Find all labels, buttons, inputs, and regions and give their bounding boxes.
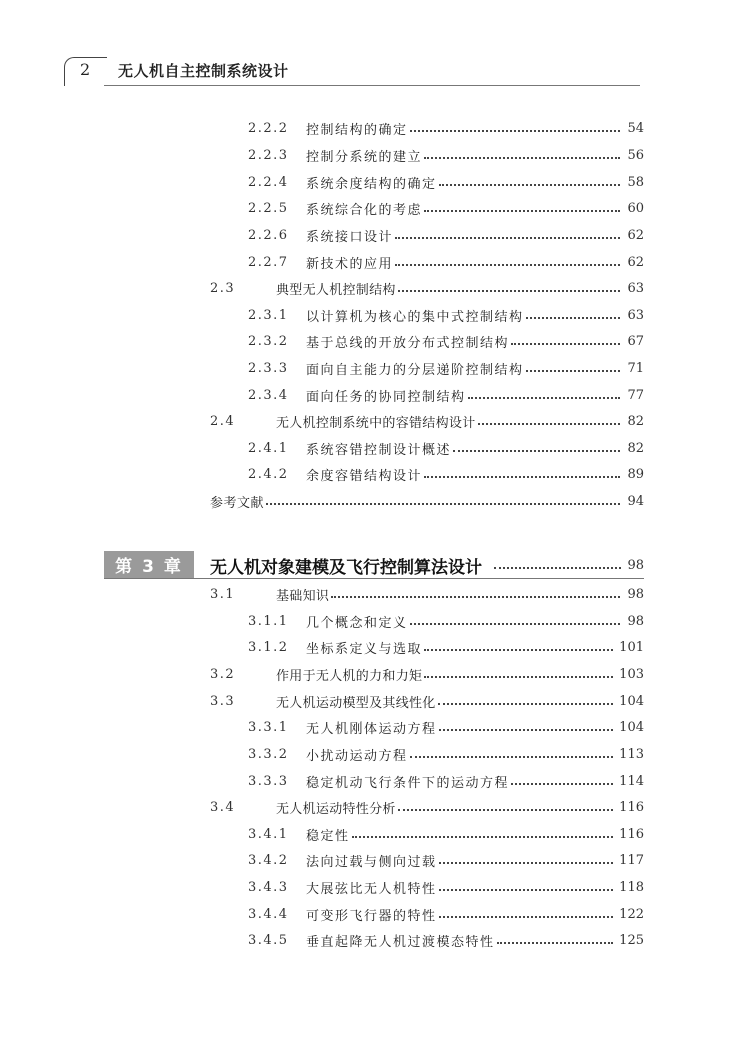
toc-section-entry[interactable]: [210, 276, 644, 300]
toc-entry-title: 控制结构的确定: [306, 122, 408, 138]
toc-entry-title: 小扰动运动方程: [306, 748, 408, 764]
toc-entry-number: 2.3.1: [248, 307, 289, 323]
toc-entry[interactable]: [248, 436, 644, 460]
toc-entry-number: 3.1: [210, 586, 236, 602]
toc-entry-title: 面向任务的协同控制结构: [306, 389, 466, 405]
toc-entry[interactable]: [248, 822, 644, 846]
toc-entry-title: 垂直起降无人机过渡模态特性: [306, 934, 495, 950]
toc-entry-number: 2.2.3: [248, 147, 289, 163]
toc-entry[interactable]: [248, 303, 644, 327]
toc-entry-page: 101: [619, 639, 644, 655]
toc-entry-title: 参考文献: [210, 495, 265, 511]
toc-entry-page: 114: [619, 773, 644, 789]
toc-entry-page: 98: [627, 586, 644, 602]
toc-entry-number: 3.3.2: [248, 746, 289, 762]
toc-entry-page: 62: [627, 254, 644, 270]
toc-entry-number: 2.2.7: [248, 254, 289, 270]
dot-leader: [439, 729, 614, 731]
toc-entry-title: 系统接口设计: [306, 229, 394, 245]
toc-entry-number: 2.2.6: [248, 227, 289, 243]
toc-entry-number: 3.3.3: [248, 773, 289, 789]
toc-entry-number: 3.4.4: [248, 906, 289, 922]
toc-entry[interactable]: [248, 715, 644, 739]
toc-entry-title: 基于总线的开放分布式控制结构: [306, 335, 510, 351]
toc-entry-number: 3.4.3: [248, 879, 289, 895]
toc-entry[interactable]: [248, 116, 644, 140]
dot-leader: [497, 942, 614, 944]
toc-entry-page: 89: [627, 466, 644, 482]
toc-entry[interactable]: [248, 383, 644, 407]
toc-entry-title: 无人机刚体运动方程: [306, 721, 437, 737]
chapter-badge: 第 3 章: [104, 551, 194, 578]
toc-entry-page: 58: [627, 174, 644, 190]
toc-entry-page: 94: [627, 493, 644, 509]
dot-leader: [439, 889, 614, 891]
dot-leader: [511, 343, 620, 345]
toc-entry-title: 可变形飞行器的特性: [306, 908, 437, 924]
toc-entry-page: 71: [627, 360, 644, 376]
toc-entry-number: 2.2.2: [248, 120, 289, 136]
toc-entry-number: 3.1.2: [248, 639, 289, 655]
toc-entry[interactable]: [248, 875, 644, 899]
toc-entry-title: 无人机控制系统中的容错结构设计: [276, 415, 476, 431]
toc-entry-page: 82: [627, 440, 644, 456]
toc-entry-number: 3.4.5: [248, 932, 289, 948]
toc-entry-title: 无人机运动特性分析: [276, 801, 396, 817]
toc-entry-title: 稳定机动飞行条件下的运动方程: [306, 775, 510, 791]
toc-entry-page: 117: [619, 852, 644, 868]
toc-entry[interactable]: [248, 170, 644, 194]
dot-leader: [395, 264, 620, 266]
toc-entry-page: 98: [627, 613, 644, 629]
toc-entry-page: 56: [627, 147, 644, 163]
toc-entry-page: 113: [619, 746, 644, 762]
toc-entry-number: 3.4.2: [248, 852, 289, 868]
toc-entry[interactable]: [248, 196, 644, 220]
toc-entry-title: 控制分系统的建立: [306, 149, 423, 165]
toc-entry-page: 116: [619, 799, 644, 815]
toc-entry-title: 基础知识: [276, 588, 330, 604]
dot-leader: [410, 623, 620, 625]
dot-leader: [410, 130, 620, 132]
toc-section-entry[interactable]: [210, 582, 644, 606]
chapter-heading-entry[interactable]: [210, 551, 644, 579]
toc-entry-page: 82: [627, 413, 644, 429]
dot-leader: [511, 783, 613, 785]
toc-entry-number: 2.4: [210, 413, 236, 429]
toc-entry-number: 2.3.3: [248, 360, 289, 376]
toc-entry-title: 典型无人机控制结构: [276, 282, 396, 298]
toc-entry-page: 103: [619, 666, 644, 682]
toc-entry-page: 67: [627, 333, 644, 349]
toc-entry-page: 77: [627, 387, 644, 403]
dot-leader: [398, 809, 613, 811]
dot-leader: [439, 184, 620, 186]
toc-entry[interactable]: [248, 848, 644, 872]
toc-entry-number: 2.4.2: [248, 466, 289, 482]
dot-leader: [424, 476, 620, 478]
toc-entry[interactable]: [248, 902, 644, 926]
dot-leader: [453, 450, 620, 452]
toc-entry[interactable]: [248, 250, 644, 274]
toc-entry[interactable]: [248, 635, 644, 659]
toc-section-entry[interactable]: [210, 409, 644, 433]
toc-entry-title: 系统余度结构的确定: [306, 176, 437, 192]
toc-entry-title: 几个概念和定义: [306, 615, 408, 631]
toc-entry-page: 125: [619, 932, 644, 948]
page-number: 2: [80, 60, 91, 79]
chapter-page: 98: [627, 557, 644, 573]
toc-entry-title: 系统容错控制设计概述: [306, 442, 452, 458]
toc-entry-number: 2.3.2: [248, 333, 289, 349]
toc-entry-page: 63: [627, 307, 644, 323]
toc-section-entry[interactable]: [210, 689, 644, 713]
dot-leader: [352, 836, 614, 838]
dot-leader: [526, 370, 620, 372]
dot-leader: [526, 317, 620, 319]
dot-leader: [494, 567, 621, 569]
toc-section-entry[interactable]: [210, 795, 644, 819]
dot-leader: [424, 676, 613, 678]
toc-entry-number: 2.2.5: [248, 200, 289, 216]
toc-entry-number: 3.3.1: [248, 719, 289, 735]
toc-references-entry[interactable]: [210, 489, 644, 513]
toc-entry-number: 2.2.4: [248, 174, 289, 190]
toc-entry-number: 3.3: [210, 693, 236, 709]
dot-leader: [424, 210, 620, 212]
toc-section-entry[interactable]: [210, 662, 644, 686]
toc-entry-title: 稳定性: [306, 828, 350, 844]
dot-leader: [410, 756, 614, 758]
toc-entry-number: 3.2: [210, 666, 236, 682]
toc-entry-title: 以计算机为核心的集中式控制结构: [306, 309, 524, 325]
toc-entry-title: 余度容错结构设计: [306, 468, 423, 484]
toc-entry[interactable]: [248, 928, 644, 952]
toc-entry-page: 116: [619, 826, 644, 842]
toc-entry-title: 面向自主能力的分层递阶控制结构: [306, 362, 524, 378]
dot-leader: [398, 290, 620, 292]
toc-entry-number: 2.3: [210, 280, 236, 296]
toc-entry-page: 62: [627, 227, 644, 243]
dot-leader: [395, 237, 620, 239]
toc-entry-number: 3.4.1: [248, 826, 289, 842]
toc-entry[interactable]: [248, 609, 644, 633]
toc-entry[interactable]: [248, 769, 644, 793]
toc-entry-page: 54: [627, 120, 644, 136]
dot-leader: [439, 862, 614, 864]
toc-entry-number: 2.4.1: [248, 440, 289, 456]
chapter-divider: [104, 578, 644, 579]
dot-leader: [468, 397, 620, 399]
dot-leader: [439, 916, 614, 918]
toc-entry-title: 大展弦比无人机特性: [306, 881, 437, 897]
toc-entry[interactable]: [248, 462, 644, 486]
toc-entry-page: 104: [619, 719, 644, 735]
toc-entry[interactable]: [248, 223, 644, 247]
toc-entry-title: 新技术的应用: [306, 256, 394, 272]
toc-entry-number: 2.3.4: [248, 387, 289, 403]
toc-entry-number: 3.1.1: [248, 613, 289, 629]
toc-entry-page: 122: [619, 906, 644, 922]
toc-entry-title: 系统综合化的考虑: [306, 202, 423, 218]
chapter-title: 无人机对象建模及飞行控制算法设计: [210, 557, 482, 578]
dot-leader: [478, 423, 620, 425]
toc-entry-page: 60: [627, 200, 644, 216]
toc-entry[interactable]: [248, 143, 644, 167]
toc-entry[interactable]: [248, 356, 644, 380]
dot-leader: [424, 157, 620, 159]
running-header-title: 无人机自主控制系统设计: [118, 62, 289, 80]
toc-entry-title: 坐标系定义与选取: [306, 641, 423, 657]
toc-entry-title: 无人机运动模型及其线性化: [276, 695, 436, 711]
dot-leader: [266, 503, 620, 505]
toc-entry[interactable]: [248, 742, 644, 766]
toc-entry-page: 118: [619, 879, 644, 895]
dot-leader: [331, 596, 620, 598]
toc-entry-number: 3.4: [210, 799, 236, 815]
dot-leader: [438, 703, 614, 705]
toc-entry-page: 104: [619, 693, 644, 709]
toc-entry-page: 63: [627, 280, 644, 296]
dot-leader: [424, 649, 613, 651]
toc-entry[interactable]: [248, 329, 644, 353]
toc-entry-title: 作用于无人机的力和力矩: [276, 668, 423, 684]
toc-entry-title: 法向过载与侧向过载: [306, 854, 437, 870]
